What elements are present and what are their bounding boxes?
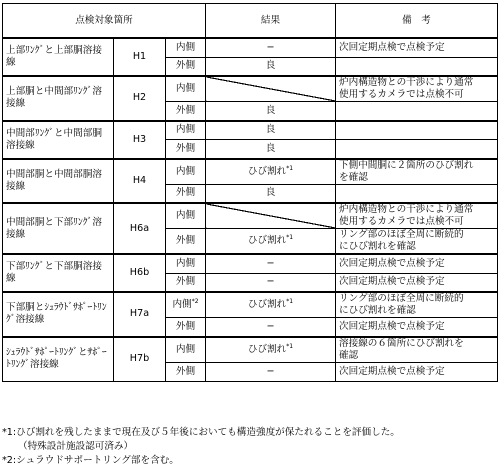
side-cell: [166, 229, 206, 255]
result-value: −: [266, 365, 275, 377]
side-cell: [166, 292, 206, 318]
result-cell: [206, 337, 336, 363]
remarks-cell: [336, 159, 498, 185]
table-header-row: [3, 4, 498, 39]
remarks-line: リング部のほぼ全周に断続的: [339, 229, 464, 240]
remarks-cell: [336, 76, 498, 102]
remarks-line: にひび割れを確認: [339, 241, 416, 252]
result-cell: [206, 318, 336, 337]
remarks-cell: [336, 318, 498, 337]
remarks-line: 下側中間胴に２箇所のひび割れ: [339, 159, 474, 171]
result-value: −: [266, 41, 275, 53]
result-value: ひび割れ: [247, 165, 287, 177]
location-cell: 中間部胴と中間部胴溶接線: [3, 159, 114, 204]
result-cell: [206, 57, 336, 76]
footnote: [2, 440, 498, 454]
inspection-results-table: [2, 3, 498, 382]
location-cell: 中間部ﾘﾝｸﾞと中間部胴溶接線: [3, 121, 114, 159]
header-remarks: 備 考: [336, 4, 498, 39]
side-cell: [166, 140, 206, 159]
remarks-line: 炉内構造物との干渉により通常: [339, 77, 474, 88]
result-value: ひび割れ: [247, 235, 287, 246]
location-code-cell: H2: [114, 76, 166, 121]
remarks-line: 次回定期点検で点検予定: [339, 365, 445, 377]
result-value: −: [266, 320, 275, 332]
footnote-marker: *1:: [2, 427, 17, 438]
remarks-line: 次回定期点検で点検予定: [339, 41, 445, 53]
remarks-cell: [336, 203, 498, 229]
result-value: −: [266, 276, 275, 288]
location-cell: 下部ﾘﾝｸﾞと下部胴溶接線: [3, 254, 114, 292]
remarks-line: 確認: [339, 349, 359, 361]
table-row: [3, 203, 498, 229]
location-code-cell: H6b: [114, 254, 166, 292]
location-code-cell: H6a: [114, 203, 166, 254]
table-row: [3, 292, 498, 318]
side-cell: [166, 362, 206, 381]
side-cell: [166, 38, 206, 57]
location-cell: 上部ﾘﾝｸﾞと上部胴溶接線: [3, 38, 114, 76]
location-code-cell: H7b: [114, 337, 166, 382]
footnote-mark: *1: [286, 234, 294, 241]
side-cell: [166, 121, 206, 140]
result-value: 良: [265, 60, 276, 72]
side-label: 内側: [175, 257, 196, 269]
remarks-line: 次回定期点検で点検予定: [339, 276, 445, 288]
side-label: 外側: [175, 142, 196, 154]
side-cell: [166, 337, 206, 363]
side-label: 内側: [172, 299, 192, 310]
side-cell: [166, 102, 206, 121]
location-cell: 中間部胴と下部ﾘﾝｸﾞ溶接線: [3, 203, 114, 254]
side-label: 外側: [175, 235, 196, 246]
side-label: 外側: [175, 276, 196, 288]
footnote-mark: *1: [286, 298, 294, 305]
remarks-cell: [336, 254, 498, 273]
side-label: 外側: [175, 104, 196, 116]
side-cell: [166, 76, 206, 102]
side-cell: [166, 57, 206, 76]
result-cell: [206, 38, 336, 57]
footnote-text: シュラウドサポートリング部を含む。: [16, 455, 179, 466]
result-cell: [206, 229, 336, 255]
remarks-cell: [336, 57, 498, 76]
footnote: [2, 454, 498, 468]
remarks-line: 次回定期点検で点検予定: [339, 320, 445, 332]
remarks-cell: [336, 121, 498, 140]
result-cell: [206, 184, 336, 203]
footnotes: [2, 426, 498, 468]
result-cell-not-applicable: [206, 76, 336, 102]
footnote-marker: *2:: [2, 455, 17, 466]
location-code-cell: H1: [114, 38, 166, 76]
result-value: −: [266, 257, 275, 269]
location-code-cell: H4: [114, 159, 166, 204]
location-cell: 上部胴と中間部ﾘﾝｸﾞ溶接線: [3, 76, 114, 121]
side-cell: [166, 203, 206, 229]
remarks-line: リング部のほぼ全周に断続的: [339, 293, 464, 304]
remarks-line: 溶接線の６箇所にひび割れを: [339, 337, 464, 349]
footnote-text: （特殊設計施設認可済み）: [18, 441, 134, 452]
side-label: 外側: [175, 187, 196, 199]
result-cell-not-applicable: [206, 203, 336, 229]
side-label: 内側: [175, 343, 196, 355]
remarks-line: 炉内構造物との干渉により通常: [339, 204, 474, 215]
result-value: 良: [265, 142, 276, 154]
table-row: [3, 38, 498, 57]
location-code-cell: H7a: [114, 292, 166, 337]
remarks-line: 使用するカメラでは点検不可: [339, 216, 464, 227]
location-code-cell: H3: [114, 121, 166, 159]
side-cell: [166, 254, 206, 273]
header-location: 点検対象箇所: [3, 4, 206, 39]
result-value: ひび割れ: [247, 299, 287, 310]
result-value: ひび割れ: [247, 343, 287, 355]
result-cell: [206, 292, 336, 318]
location-cell: ｼｭﾗｳﾄﾞｻﾎﾟｰﾄﾘﾝｸﾞとｻﾎﾟｰﾄﾘﾝｸﾞ溶接線: [3, 337, 114, 382]
remarks-line: 次回定期点検で点検予定: [339, 257, 445, 269]
result-value: 良: [265, 187, 276, 199]
side-label: 外側: [175, 365, 196, 377]
result-value: 良: [265, 104, 276, 116]
result-cell: [206, 102, 336, 121]
table-row: [3, 76, 498, 102]
result-cell: [206, 121, 336, 140]
result-cell: [206, 159, 336, 185]
side-cell: [166, 184, 206, 203]
result-cell: [206, 140, 336, 159]
side-label: 内側: [175, 210, 196, 221]
side-label: 外側: [175, 320, 196, 332]
remarks-cell: [336, 184, 498, 203]
remarks-cell: [336, 102, 498, 121]
remarks-line: にひび割れを確認: [339, 305, 416, 316]
table-row: [3, 121, 498, 140]
side-label: 内側: [175, 165, 196, 177]
footnote-text: ひび割れを残したままで現在及び５年後においても構造強度が保たれることを評価した。: [16, 427, 400, 438]
side-cell: [166, 273, 206, 292]
side-label: 外側: [175, 60, 196, 72]
side-cell: [166, 318, 206, 337]
header-result: 結果: [206, 4, 336, 39]
side-label: 内側: [175, 41, 196, 53]
remarks-cell: [336, 362, 498, 381]
remarks-cell: [336, 273, 498, 292]
remarks-cell: [336, 292, 498, 318]
remarks-cell: [336, 38, 498, 57]
remarks-cell: [336, 229, 498, 255]
footnote-mark: *1: [286, 164, 294, 172]
result-cell: [206, 362, 336, 381]
remarks-line: を確認: [339, 171, 368, 183]
footnote-mark: *2: [191, 298, 199, 305]
table-body: [3, 38, 498, 381]
side-label: 内側: [175, 83, 196, 94]
side-cell: [166, 159, 206, 185]
location-cell: 下部胴とｼｭﾗｳﾄﾞｻﾎﾟｰﾄﾘﾝｸﾞ溶接線: [3, 292, 114, 337]
result-cell: [206, 273, 336, 292]
result-value: 良: [265, 124, 276, 136]
result-cell: [206, 254, 336, 273]
remarks-line: 使用するカメラでは点検不可: [339, 89, 464, 100]
remarks-cell: [336, 337, 498, 363]
side-label: 内側: [175, 124, 196, 136]
table-row: [3, 337, 498, 363]
table-row: [3, 254, 498, 273]
footnote: [2, 426, 498, 440]
footnote-mark: *1: [286, 342, 294, 350]
table-row: [3, 159, 498, 185]
remarks-cell: [336, 140, 498, 159]
